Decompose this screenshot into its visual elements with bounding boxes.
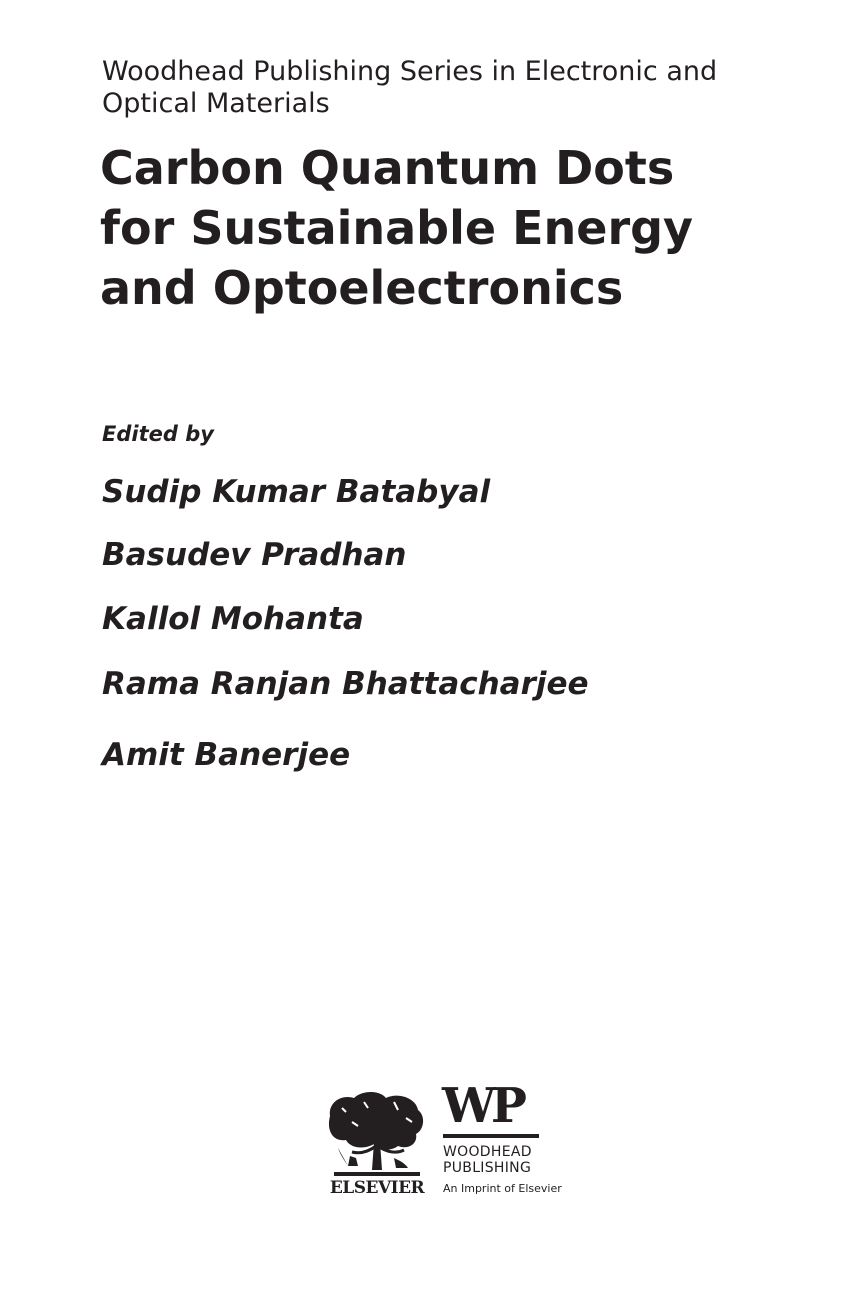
publisher-logos (322, 1078, 572, 1202)
elsevier-tree-logo-icon (324, 1088, 428, 1178)
series-title (102, 56, 802, 120)
series-title-line-2: Optical Materials (102, 88, 330, 119)
editor-name: Kallol Mohanta (102, 601, 364, 637)
woodhead-rule (443, 1134, 539, 1138)
edited-by-label: Edited by (102, 422, 214, 446)
book-title-line-1: Carbon Quantum Dots (100, 141, 675, 195)
editor-name: Basudev Pradhan (102, 537, 407, 573)
woodhead-name-line-2: PUBLISHING (443, 1160, 532, 1176)
editor-name: Rama Ranjan Bhattacharjee (102, 666, 589, 702)
elsevier-wordmark: ELSEVIER (329, 1178, 425, 1198)
series-title-line-1: Woodhead Publishing Series in Electronic and (102, 56, 718, 87)
book-title-line-3: and Optoelectronics (100, 261, 624, 315)
woodhead-imprint-text: An Imprint of Elsevier (443, 1182, 562, 1195)
woodhead-wp-mark: WP (442, 1078, 522, 1134)
book-title-line-2: for Sustainable Energy (100, 201, 694, 255)
editor-name: Amit Banerjee (102, 737, 351, 773)
editor-name: Sudip Kumar Batabyal (102, 474, 491, 510)
book-title (100, 138, 820, 318)
woodhead-name-line-1: WOODHEAD (443, 1144, 532, 1160)
